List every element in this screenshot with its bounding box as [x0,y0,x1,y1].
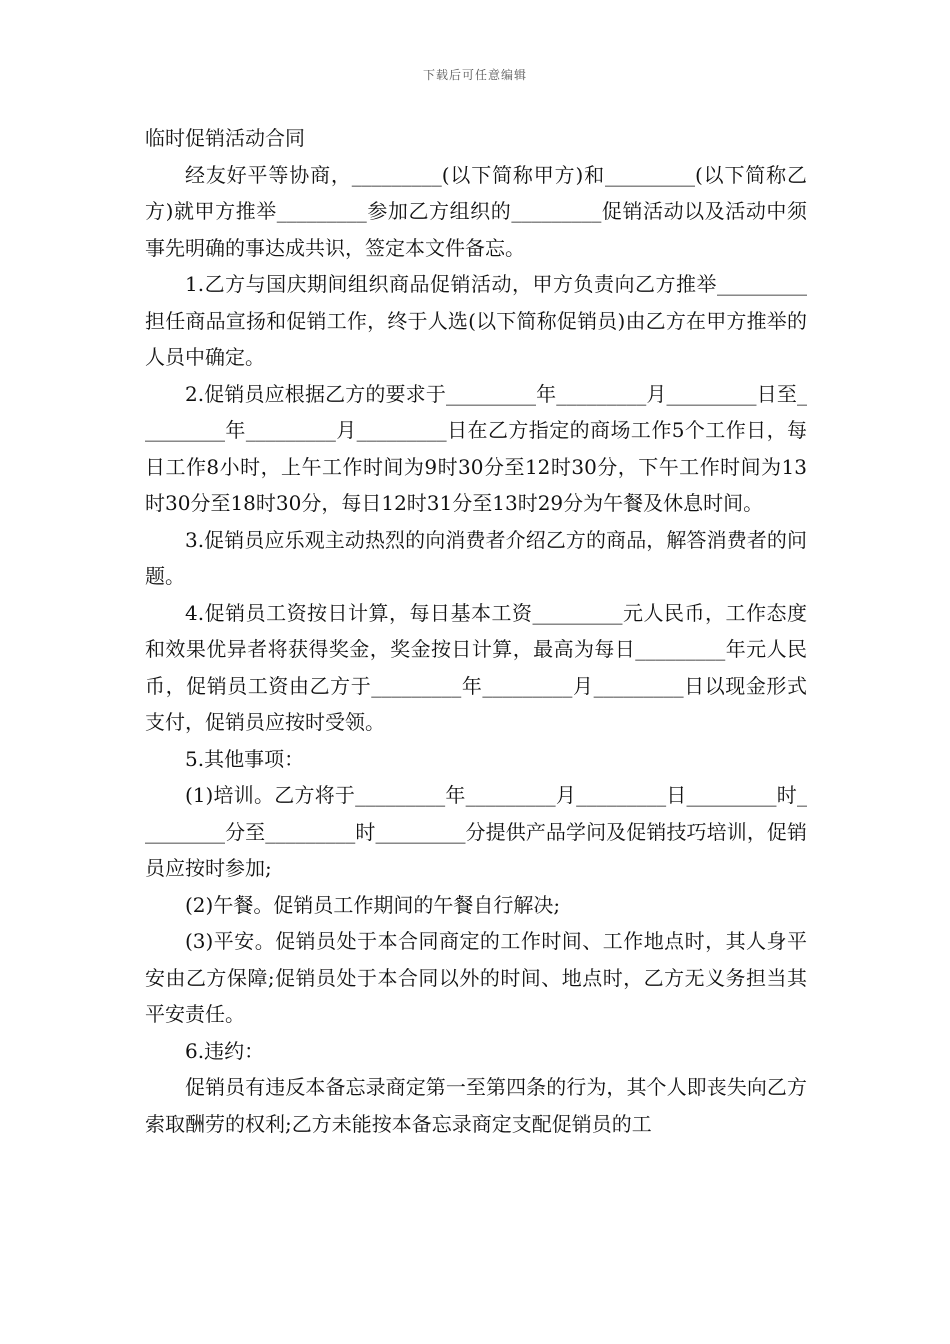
contract-document [145,120,807,1142]
clause-5-item-safety: (3)平安。促销员处于本合同商定的工作时间、工作地点时，其人身平安由乙方保障;促销员处于本合同以外的时间、地点时，乙方无义务担当其平安责任。 [145,929,807,1026]
paragraph-intro: 经友好平等协商，_________(以下简称甲方)和_________(以下简称乙方)就甲方推举_________参加乙方组织的_________促销活动以及活动中须事先明确的事达成共识，签定本文件备忘。 [145,162,807,260]
clause-5-item-training: (1)培训。乙方将于_________年_________月_________日_________时_________分至_________时_________分提供产品学问及促销技巧培训，促销员应按时参加; [145,783,807,880]
clause-3: 3.促销员应乐观主动热烈的向消费者介绍乙方的商品，解答消费者的问题。 [145,527,807,588]
clause-5-item-lunch: (2)午餐。促销员工作期间的午餐自行解决; [185,892,561,917]
clause-6-heading: 6.违约： [185,1038,265,1063]
clause-1: 1.乙方与国庆期间组织商品促销活动，甲方负责向乙方推举_________担任商品宣扬和促销工作，终于人选(以下简称促销员)由乙方在甲方推举的人员中确定。 [145,272,807,369]
clause-6-body: 促销员有违反本备忘录商定第一至第四条的行为，其个人即丧失向乙方索取酬劳的权利;乙方未能按本备忘录商定支配促销员的工 [145,1075,807,1136]
clause-4: 4.促销员工资按日计算，每日基本工资_________元人民币，工作态度和效果优异者将获得奖金，奖金按日计算，最高为每日_________年元人民币，促销员工资由乙方于_________年_________月_________日以现金形式支付，促销员应按时受领。 [145,600,807,734]
document-title: 临时促销活动合同 [145,126,305,150]
page-header-note: 下载后可任意编辑 [422,68,527,82]
clause-2: 2.促销员应根据乙方的要求于_________年_________月_________日至_________年_________月_________日在乙方指定的商场工作5个工作日，每日工作8小时，上午工作时间为9时30分至12时30分，下午工作时间为13时30分至18时30分，每日12时31分至13时29分为午餐及休息时间。 [145,381,807,515]
clause-5-heading: 5.其他事项： [185,746,305,771]
